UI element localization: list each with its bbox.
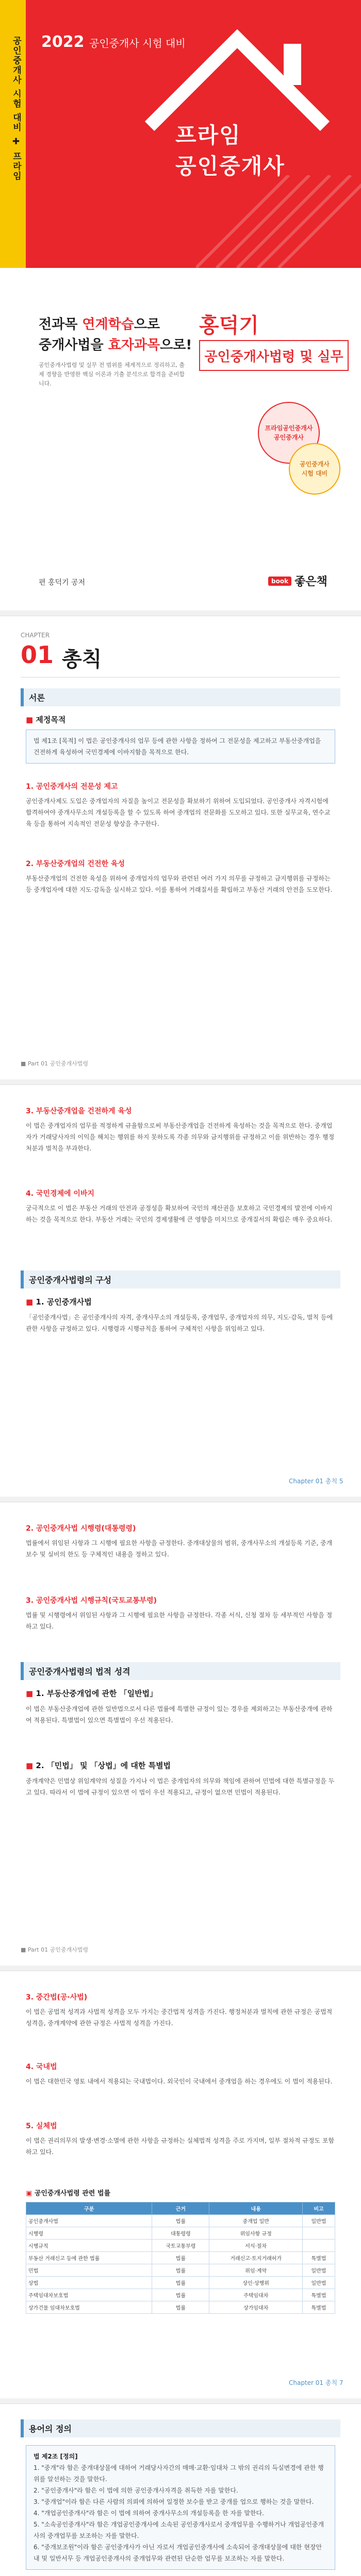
sub-heading: ■ 제정목적	[26, 715, 66, 724]
table-cell: 일반법	[302, 2264, 335, 2277]
sub-heading: ■ 1. 부동산중개업에 관한 「일반법」	[26, 1689, 158, 1698]
numbered-heading: 1. 공인중개사의 전문성 제고	[26, 783, 118, 791]
table-header-cell: 내용	[209, 2202, 302, 2215]
table-cell: 민법	[26, 2264, 152, 2277]
cover-title-main: 프라임	[175, 123, 241, 148]
table-row	[26, 2277, 335, 2289]
body-paragraph: 중개계약은 민법상 위임계약의 성질을 가지나 이 법은 중개업자의 의무와 책임에 관하여 민법에 대한 특별규정을 두고 있다. 따라서 이 법에 규정이 있으면 이 법이 우선 적용되고, 규정이 없으면 민법이 적용된다.	[26, 1777, 335, 1796]
cover-author: 홍덕기	[199, 314, 259, 337]
table-header-row	[26, 2202, 335, 2215]
note-line: 5. "소속공인중개사"라 함은 개업공인중개사에 소속된 공인중개사로서 중개업무를 수행하거나 개업공인중개사의 중개업무를 보조하는 자를 말한다.	[34, 2521, 324, 2539]
table-row	[26, 2240, 335, 2252]
table-cell: 일반법	[302, 2277, 335, 2289]
table-cell: 대통령령	[152, 2227, 209, 2240]
table-cell: 법률	[152, 2215, 209, 2227]
table-row	[26, 2215, 335, 2227]
chapter-title: 총칙	[62, 648, 102, 671]
table-row	[26, 2264, 335, 2277]
table-cell: 법률	[152, 2264, 209, 2277]
table-cell: 시행규칙	[26, 2240, 152, 2252]
table-cell: 상가건물 임대차보호법	[26, 2301, 152, 2314]
table-cell: 법률	[152, 2289, 209, 2301]
page-gap	[0, 2398, 361, 2403]
body-paragraph: 이 법은 대한민국 영토 내에서 적용되는 국내법이다. 외국인이 국내에서 중개업을 하는 경우에도 이 법이 적용된다.	[26, 2078, 333, 2085]
note-title: 법 제2조 [정의]	[34, 2453, 78, 2460]
note-line: 6. "중개보조원"이라 함은 공인중개사가 아닌 자로서 개업공인중개사에 소속되어 중개대상물에 대한 현장안내 및 일반서무 등 개업공인중개사의 중개업무와 관련된 단순한 업무를 보조하는 자를 말한다.	[34, 2544, 322, 2562]
numbered-heading: 4. 국민경제에 이바지	[26, 1190, 94, 1198]
cover-stripe-decoration	[196, 175, 361, 268]
body-paragraph: 이 법은 권리의무의 발생·변경·소멸에 관한 사항을 규정하는 실체법적 성격을 주로 가지며, 일부 절차적 규정도 포함하고 있다.	[26, 2137, 335, 2156]
bullet-icon: ■	[26, 1761, 36, 1770]
table-row	[26, 2289, 335, 2301]
page-number: Chapter 01 총칙 7	[289, 2379, 343, 2386]
table-cell	[302, 2240, 335, 2252]
page-footer: ■ Part 01 공인중개사법령	[21, 1946, 88, 1953]
chapter-label: CHAPTER	[21, 632, 50, 639]
body-paragraph: 법률 및 시행령에서 위임된 사항과 그 시행에 필요한 사항을 규정한다. 각종 서식, 신청 절차 등 세부적인 사항을 정하고 있다.	[26, 1612, 333, 1630]
table-cell: 법률	[152, 2277, 209, 2289]
numbered-heading: 2. 부동산중개업의 건전한 육성	[26, 860, 125, 868]
page-gap	[0, 1079, 361, 1084]
body-paragraph: 공인중개사제도 도입은 중개업자의 자질을 높이고 전문성을 확보하기 위하여 도입되었다. 공인중개사 자격시험에 합격하여야 중개사무소의 개설등록을 할 수 있도록 하여 중개업의 전문화를 도모하고 있다. 또한 실무교육, 연수교육 등을 통하여 지속적인 전문성 향상을 추구한다.	[26, 798, 331, 827]
table-header-cell: 구분	[26, 2202, 152, 2215]
inner-page-1	[0, 616, 361, 1079]
table-row	[26, 2252, 335, 2264]
bullet-icon: ■	[26, 1689, 36, 1698]
numbered-heading: 5. 실체법	[26, 2122, 57, 2130]
table-cell: 상법	[26, 2277, 152, 2289]
page-number: Chapter 01 총칙 5	[289, 1478, 343, 1485]
numbered-heading: 4. 국내법	[26, 2063, 57, 2071]
inner-page-4	[0, 1971, 361, 2398]
sub-heading: ■ 1. 공인중개사법	[26, 1297, 92, 1307]
page-gap	[0, 611, 361, 616]
body-paragraph: 궁극적으로 이 법은 부동산 거래의 안전과 공정성을 확보하여 국민의 재산권을 보호하고 국민경제의 발전에 이바지하는 것을 목적으로 한다. 부동산 거래는 국민의 경제생활에 큰 영향을 미치므로 중개질서의 확립은 매우 중요하다.	[26, 1205, 333, 1223]
numbered-heading: 3. 공인중개사법 시행규칙(국토교통부령)	[26, 1597, 157, 1605]
numbered-heading: 3. 중간법(공·사법)	[26, 1993, 88, 2002]
table-cell: 위임사항 규정	[209, 2227, 302, 2240]
table-title: ▣ 공인중개사법령 관련 법률	[26, 2190, 111, 2197]
table-cell: 상인·상행위	[209, 2277, 302, 2289]
body-paragraph: 법률에서 위임된 사항과 그 시행에 필요한 사항을 규정한다. 중개대상물의 범위, 중개사무소의 개설등록 기준, 중개보수 및 실비의 한도 등 구체적인 내용을 정하고 있다.	[26, 1539, 333, 1558]
table-cell: 국토교통부령	[152, 2240, 209, 2252]
sub-heading: ■ 2. 「민법」 및 「상법」에 대한 특별법	[26, 1761, 171, 1770]
bullet-icon: ■	[26, 1297, 36, 1307]
note-line: 3. "중개업"이라 함은 다른 사람의 의뢰에 의하여 일정한 보수를 받고 중개를 업으로 행하는 것을 말한다.	[34, 2498, 314, 2505]
cover-tagline	[39, 314, 192, 355]
body-paragraph: 부동산중개업의 건전한 육성을 위하여 중개업자의 업무와 관련된 여러 가지 의무를 규정하고 금지행위를 규정하는 등 중개업자에 대한 지도·감독을 실시하고 있다. 이를 통하여 거래질서를 확립하고 부동산 거래의 안전을 도모한다.	[26, 875, 333, 893]
law-note-box	[26, 2445, 335, 2570]
cover-publisher: book 좋은책	[268, 573, 327, 589]
law-note-box: 법 제1조 [목적] 이 법은 공인중개사의 업무 등에 관한 사항을 정하여 그 전문성을 제고하고 부동산중개업을 건전하게 육성하여 국민경제에 이바지함을 목적으로 한다.	[26, 730, 335, 764]
cover-publisher-author: 편 홍덕기 공저	[39, 579, 86, 587]
table-cell: 특별법	[302, 2289, 335, 2301]
section-heading: 용어의 정의	[21, 2419, 340, 2437]
cover-edition-year: 2022	[41, 33, 85, 51]
cover-tagline-line2: 중개사법을 효자과목으로!	[39, 337, 192, 353]
table-cell: 거래신고·토지거래허가	[209, 2252, 302, 2264]
publisher-logo-icon: book	[268, 577, 291, 586]
table-body	[26, 2215, 335, 2314]
cover-side-band-text: 공인중개사 시험 대비 ✚ 프라임	[11, 36, 21, 181]
section-heading: 공인중개사법령의 법적 성격	[21, 1662, 340, 1680]
numbered-heading: 2. 공인중개사법 시행령(대통령령)	[26, 1524, 136, 1533]
table-cell: 특별법	[302, 2301, 335, 2314]
cover-edition	[41, 33, 186, 51]
table-row	[26, 2227, 335, 2240]
table-cell: 서식·절차	[209, 2240, 302, 2252]
table-cell: 중개업 일반	[209, 2215, 302, 2227]
cover-subject: 공인중개사법령 및 실무	[199, 340, 349, 371]
table-cell: 위임·계약	[209, 2264, 302, 2277]
table-row	[26, 2301, 335, 2314]
body-paragraph: 「공인중개사법」은 공인중개사의 자격, 중개사무소의 개설등록, 중개업무, 중개업자의 의무, 지도·감독, 벌칙 등에 관한 사항을 규정하고 있다. 시행령과 시행규칙을 통하여 구체적인 사항을 위임하고 있다.	[26, 1314, 333, 1332]
body-paragraph: 이 법은 부동산중개업에 관한 일반법으로서 다른 법률에 특별한 규정이 있는 경우를 제외하고는 부동산중개에 관하여 적용된다. 특별법이 있으면 특별법이 우선 적용된다.	[26, 1705, 333, 1724]
table-header-cell: 근거	[152, 2202, 209, 2215]
bullet-icon: ■	[26, 715, 36, 724]
note-line: 4. "개업공인중개사"라 함은 이 법에 의하여 중개사무소의 개설등록을 한 자를 말한다.	[34, 2510, 264, 2517]
inner-page-5	[0, 2403, 361, 2576]
page-footer: ■ Part 01 공인중개사법령	[21, 1060, 88, 1067]
table-cell: 상가임대차	[209, 2301, 302, 2314]
table-cell: 시행령	[26, 2227, 152, 2240]
note-line: 2. "공인중개사"라 함은 이 법에 의한 공인중개사자격을 취득한 자를 말한다.	[34, 2487, 238, 2494]
page-gap	[0, 1965, 361, 1971]
body-paragraph: 이 법은 공법적 성격과 사법적 성격을 모두 가지는 중간법적 성격을 가진다. 행정처분과 벌칙에 관한 규정은 공법적 성격을, 중개계약에 관한 규정은 사법적 성격을 가진다.	[26, 2008, 333, 2027]
chapter-number: 01	[21, 641, 54, 669]
table-cell: 주택임대차보호법	[26, 2289, 152, 2301]
section-heading: 공인중개사법령의 구성	[21, 1270, 340, 1289]
table-cell: 법률	[152, 2301, 209, 2314]
law-table	[26, 2202, 335, 2314]
cover-badge: 프라임공인중개사 공인중개사	[258, 402, 320, 464]
cover-description: 공인중개사법령 및 실무 전 범위를 체계적으로 정리하고, 출제 경향을 반영한 핵심 이론과 기출 분석으로 합격을 준비합니다.	[39, 362, 185, 387]
table-cell: 특별법	[302, 2252, 335, 2264]
note-line: 1. "중개"라 함은 중개대상물에 대하여 거래당사자간의 매매·교환·임대차 그 밖의 권리의 득실변경에 관한 행위를 알선하는 것을 말한다.	[34, 2464, 324, 2483]
table-header-cell: 비고	[302, 2202, 335, 2215]
inner-page-2	[0, 1084, 361, 1497]
body-paragraph: 이 법은 중개업자의 업무를 적정하게 규율함으로써 부동산중개업을 건전하게 육성하는 것을 목적으로 한다. 중개업자가 거래당사자의 이익을 해치는 행위를 하지 못하도록 각종 의무와 금지행위를 규정하고 이를 위반하는 경우 행정처분과 벌칙을 부과한다.	[26, 1122, 335, 1152]
table-cell: 공인중개사법	[26, 2215, 152, 2227]
table-cell: 법률	[152, 2252, 209, 2264]
inner-page-3	[0, 1502, 361, 1965]
cover-badge-secondary: 공인중개사 시험 대비	[289, 443, 340, 495]
table-cell: 주택임대차	[209, 2289, 302, 2301]
table-cell: 부동산 거래신고 등에 관한 법률	[26, 2252, 152, 2264]
numbered-heading: 3. 부동산중개업을 건전하게 육성	[26, 1107, 132, 1115]
front-cover	[0, 0, 361, 611]
cover-tagline-line1: 전과목 연계학습으로	[39, 317, 160, 332]
cover-edition-label: 공인중개사 시험 대비	[89, 37, 186, 49]
table-cell: 일반법	[302, 2215, 335, 2227]
section-heading: 서론	[21, 688, 340, 706]
table-cell	[302, 2227, 335, 2240]
table-icon: ▣	[26, 2190, 35, 2197]
cover-title-sub: 공인중개사	[175, 154, 285, 179]
page-gap	[0, 1497, 361, 1502]
